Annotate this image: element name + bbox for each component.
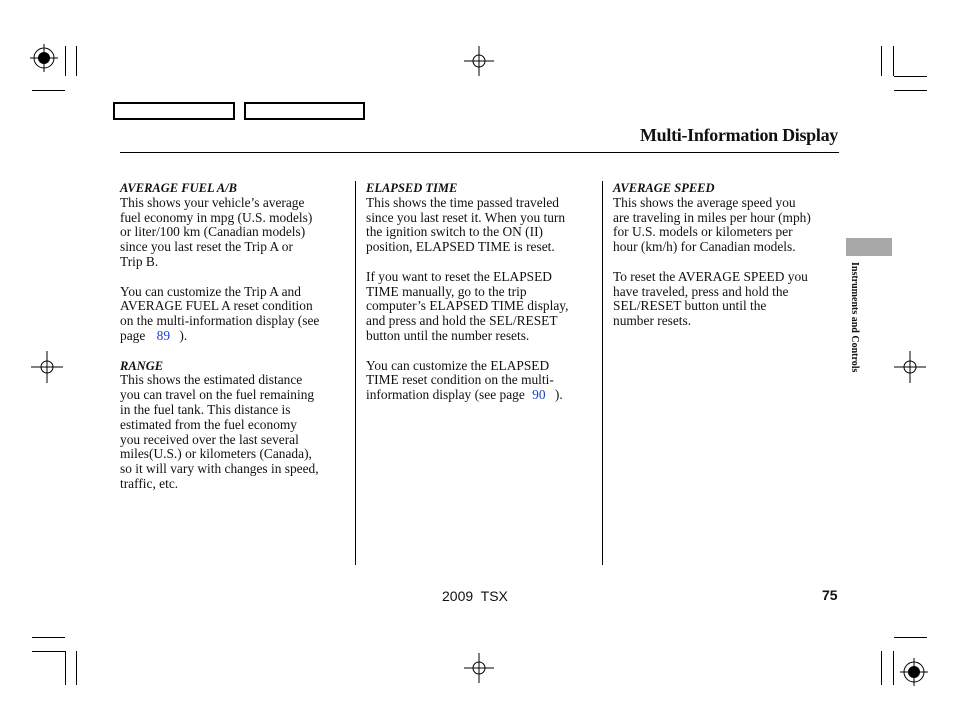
text-line: computer’s ELAPSED TIME display, <box>366 298 569 314</box>
text-line: This shows the time passed traveled <box>366 194 560 210</box>
column-left <box>120 181 352 492</box>
text-line: have traveled, press and hold the <box>613 283 789 299</box>
crosshair-icon <box>894 351 926 383</box>
text-line: SEL/RESET button until the <box>613 298 767 314</box>
text-line: miles(U.S.) or kilometers (Canada), <box>120 446 312 462</box>
text-line: button until the number resets. <box>366 327 530 343</box>
text-line: fuel economy in mpg (U.S. models) <box>120 209 313 225</box>
text-line: This shows the estimated distance <box>120 372 303 388</box>
text-line: since you last reset the Trip A or <box>120 239 293 255</box>
header-tab-box <box>244 102 365 120</box>
page-reference-link[interactable]: 90 <box>532 387 546 403</box>
section-heading: RANGE <box>120 358 164 373</box>
crosshair-icon <box>31 351 63 383</box>
text-line: This shows the average speed you <box>613 194 796 210</box>
column-middle <box>366 181 600 403</box>
registration-target-icon <box>900 658 928 686</box>
text-line: page 89 ). <box>120 327 188 343</box>
text-line: hour (km/h) for Canadian models. <box>613 239 796 255</box>
text-line: TIME reset condition on the multi- <box>366 372 554 388</box>
text-line: You can customize the ELAPSED <box>366 357 550 373</box>
registration-target-icon <box>30 44 58 72</box>
title-rule <box>120 152 839 153</box>
page-number: 75 <box>822 587 838 603</box>
text-line: traffic, etc. <box>120 475 179 491</box>
crosshair-icon <box>464 46 494 76</box>
text-line: the ignition switch to the ON (II) <box>366 224 544 240</box>
text-line: position, ELAPSED TIME is reset. <box>366 239 555 255</box>
text-line: You can customize the Trip A and <box>120 283 301 299</box>
text-line: This shows your vehicle’s average <box>120 194 305 210</box>
text-line: so it will vary with changes in speed, <box>120 461 319 477</box>
footer-model: 2009 TSX <box>442 588 508 604</box>
text-line: or liter/100 km (Canadian models) <box>120 224 306 240</box>
text-line: estimated from the fuel economy <box>120 416 297 432</box>
text-line: information display (see page 90 ). <box>366 387 563 403</box>
text-line: number resets. <box>613 313 692 329</box>
text-line: TIME manually, go to the trip <box>366 283 527 299</box>
text-line: If you want to reset the ELAPSED <box>366 268 552 284</box>
text-line: and press and hold the SEL/RESET <box>366 313 558 329</box>
text-line: for U.S. models or kilometers per <box>613 224 793 240</box>
text-line: in the fuel tank. This distance is <box>120 401 291 417</box>
header-tab-box <box>113 102 235 120</box>
column-divider <box>355 181 356 565</box>
text-line: are traveling in miles per hour (mph) <box>613 209 811 225</box>
crosshair-icon <box>464 653 494 683</box>
column-divider <box>602 181 603 565</box>
text-line: on the multi-information display (see <box>120 313 320 329</box>
section-heading: AVERAGE SPEED <box>613 181 715 195</box>
text-line: To reset the AVERAGE SPEED you <box>613 268 808 284</box>
page-title: Multi-Information Display <box>639 125 838 145</box>
side-tab-marker <box>846 238 892 256</box>
page-reference-link[interactable]: 89 <box>156 327 171 343</box>
side-tab-label: Instruments and Controls <box>849 262 860 373</box>
text-line: since you last reset it. When you turn <box>366 209 566 225</box>
text-line: Trip B. <box>120 253 159 269</box>
text-line: you received over the last several <box>120 431 299 447</box>
column-right <box>613 181 843 329</box>
text-line: AVERAGE FUEL A reset condition <box>120 298 313 314</box>
section-heading: AVERAGE FUEL A/B <box>120 181 237 195</box>
text-line: you can travel on the fuel remaining <box>120 387 315 403</box>
section-heading: ELAPSED TIME <box>366 181 458 195</box>
